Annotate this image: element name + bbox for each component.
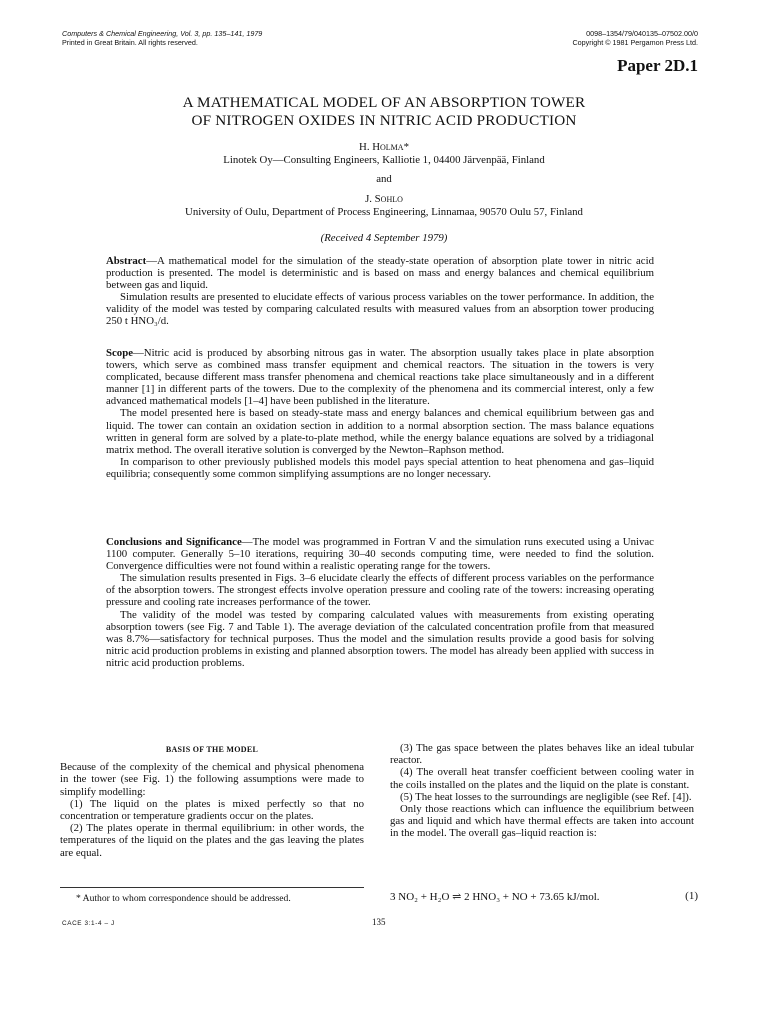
journal-header	[62, 29, 262, 47]
abstract-p1: —A mathematical model for the simulation of the steady-state operation of absorption plate tower in nitric acid production is presented. The model is deterministic and is based on mass and energy balances and chemical equilibrium between gas and liquid.	[106, 255, 654, 292]
assumption-1: (1) The liquid on the plates is mixed perfectly so that no concentration or temperature gradients occur on the plates.	[60, 797, 364, 823]
scope-lead: Scope	[106, 347, 133, 359]
conclusions-p2: The simulation results presented in Figs. 3–6 elucidate clearly the effects of different process variables on the performance of the absorption towers. The strongest effects involve operation pressure and cooling rate of the towers: increasing operating pressure and cooling rate increases performance of the tower.	[106, 572, 654, 609]
scope-p3: In comparison to other previously published models this model pays special attention to heat phenomena and gas–liquid equilibria; consequently some common simplifying assumptions are no longer necessary.	[106, 455, 654, 480]
abstract-section	[106, 255, 654, 328]
page-number: 135	[372, 917, 386, 927]
printed-notice: Printed in Great Britain. All rights reserved.	[62, 38, 198, 47]
left-column	[60, 744, 364, 859]
scope-section	[106, 347, 654, 480]
equation-text: 3 NO₂ + H₂O ⇌ 2 HNO₃ + NO + 73.65 kJ/mol.	[390, 891, 600, 903]
affiliation-2: University of Oulu, Department of Process Engineering, Linnamaa, 90570 Oulu 57, Finland	[185, 206, 583, 218]
abstract-p2: Simulation results are presented to elucidate effects of various process variables on the tower performance. In addition, the validity of the model was tested by comparing calculated results with measured values from an absorption tower producing 250 t HNO₃/d.	[106, 291, 654, 328]
assumption-2: (2) The plates operate in thermal equilibrium: in other words, the temperatures of the liquid on the plates and the gas leaving the plates are equal.	[60, 822, 364, 859]
conclusions-lead: Conclusions and Significance	[106, 536, 242, 548]
article-code: 0098–1354/79/040135–07502.00/0	[586, 29, 698, 38]
paper-title	[60, 94, 708, 130]
equation-1	[390, 890, 698, 903]
cace-code: CACE 3:1-4 – J	[62, 920, 115, 927]
paper-number: Paper 2D.1	[617, 56, 698, 75]
footnote-rule	[60, 887, 364, 888]
journal-citation: Computers & Chemical Engineering, Vol. 3, pp. 135–141, 1979	[62, 29, 263, 38]
abstract-lead: Abstract	[106, 255, 147, 267]
copyright-line: Copyright © 1981 Pergamon Press Ltd.	[572, 38, 698, 47]
and-separator: and	[376, 173, 392, 185]
conclusions-p3: The validity of the model was tested by comparing calculated values with measurements from existing operating absorption towers (see Fig. 7 and Table 1). The average deviation of the calculated concentration profile from that measured was 8.7%—satisfactory for technical purposes. Thus the model and the simulation results provide a good basis for solving nitric acid production problems in existing and planned absorption towers. The model has already been applied with success in nitric acid production problems.	[106, 608, 654, 669]
right-column	[390, 742, 694, 840]
assumption-5: (5) The heat losses to the surroundings are negligible (see Ref. [4]).	[400, 790, 692, 803]
section-heading: BASIS OF THE MODEL	[165, 745, 259, 754]
equation-number: (1)	[685, 890, 698, 902]
author-1: H. Holma*	[359, 141, 409, 153]
reactions-paragraph: Only those reactions which can influence the equilibrium between gas and liquid and which have thermal effects are taken into account in the model. The overall gas–liquid reaction is:	[390, 803, 694, 840]
basis-intro: Because of the complexity of the chemical and physical phenomena in the tower (see Fig. 1) the following assumptions were made to simplify modelling:	[60, 761, 364, 798]
scope-p1: —Nitric acid is produced by absorbing nitrous gas in water. The absorption usually takes place in plate absorption towers, which serve as combined mass transfer equipment and chemical reactors. The situation in the towers is very complicated, because different mass transfer phenomena and chemical reactions take place simultaneously and in a different manner [1] in different parts of the towers. Due to the complexity of the phenomena and its commercial interest, only a few advanced mathematical models [1–4] have been published in the literature.	[106, 347, 654, 408]
conclusions-section	[106, 536, 654, 669]
footnote: * Author to whom correspondence should be addressed.	[76, 893, 291, 904]
assumption-3: (3) The gas space between the plates behaves like an ideal tubular reactor.	[390, 742, 694, 767]
scope-p2: The model presented here is based on steady-state mass and energy balances and chemical equilibrium between gas and liquid. The tower can contain an oxidation section in addition to a normal absorption section. The mass balance equations written in general form are solved by a plate-to-plate method, while the energy balance equations are solved by a tridiagonal matrix method. The overall iterative solution is converged by the Newton–Raphson method.	[106, 407, 654, 456]
copyright-header	[572, 29, 698, 47]
title-line-2: OF NITROGEN OXIDES IN NITRIC ACID PRODUCTION	[191, 112, 577, 129]
received-date: (Received 4 September 1979)	[320, 232, 448, 244]
title-line-1: A MATHEMATICAL MODEL OF AN ABSORPTION TOWER	[182, 94, 586, 111]
affiliation-1: Linotek Oy—Consulting Engineers, Kalliotie 1, 04400 Järvenpää, Finland	[223, 154, 545, 166]
author-2: J. Sohlo	[365, 193, 403, 205]
conclusions-p1: —The model was programmed in Fortran V and the simulation runs executed using a Univac 1100 computer. Generally 5–10 iterations, requiring 30–40 seconds computing time, were needed to find the solution. Convergence difficulties were not found within a realistic operating range for the towers.	[106, 536, 654, 573]
assumption-4: (4) The overall heat transfer coefficient between cooling water in the coils installed on the plates and the liquid on the plate is constant.	[390, 766, 694, 791]
